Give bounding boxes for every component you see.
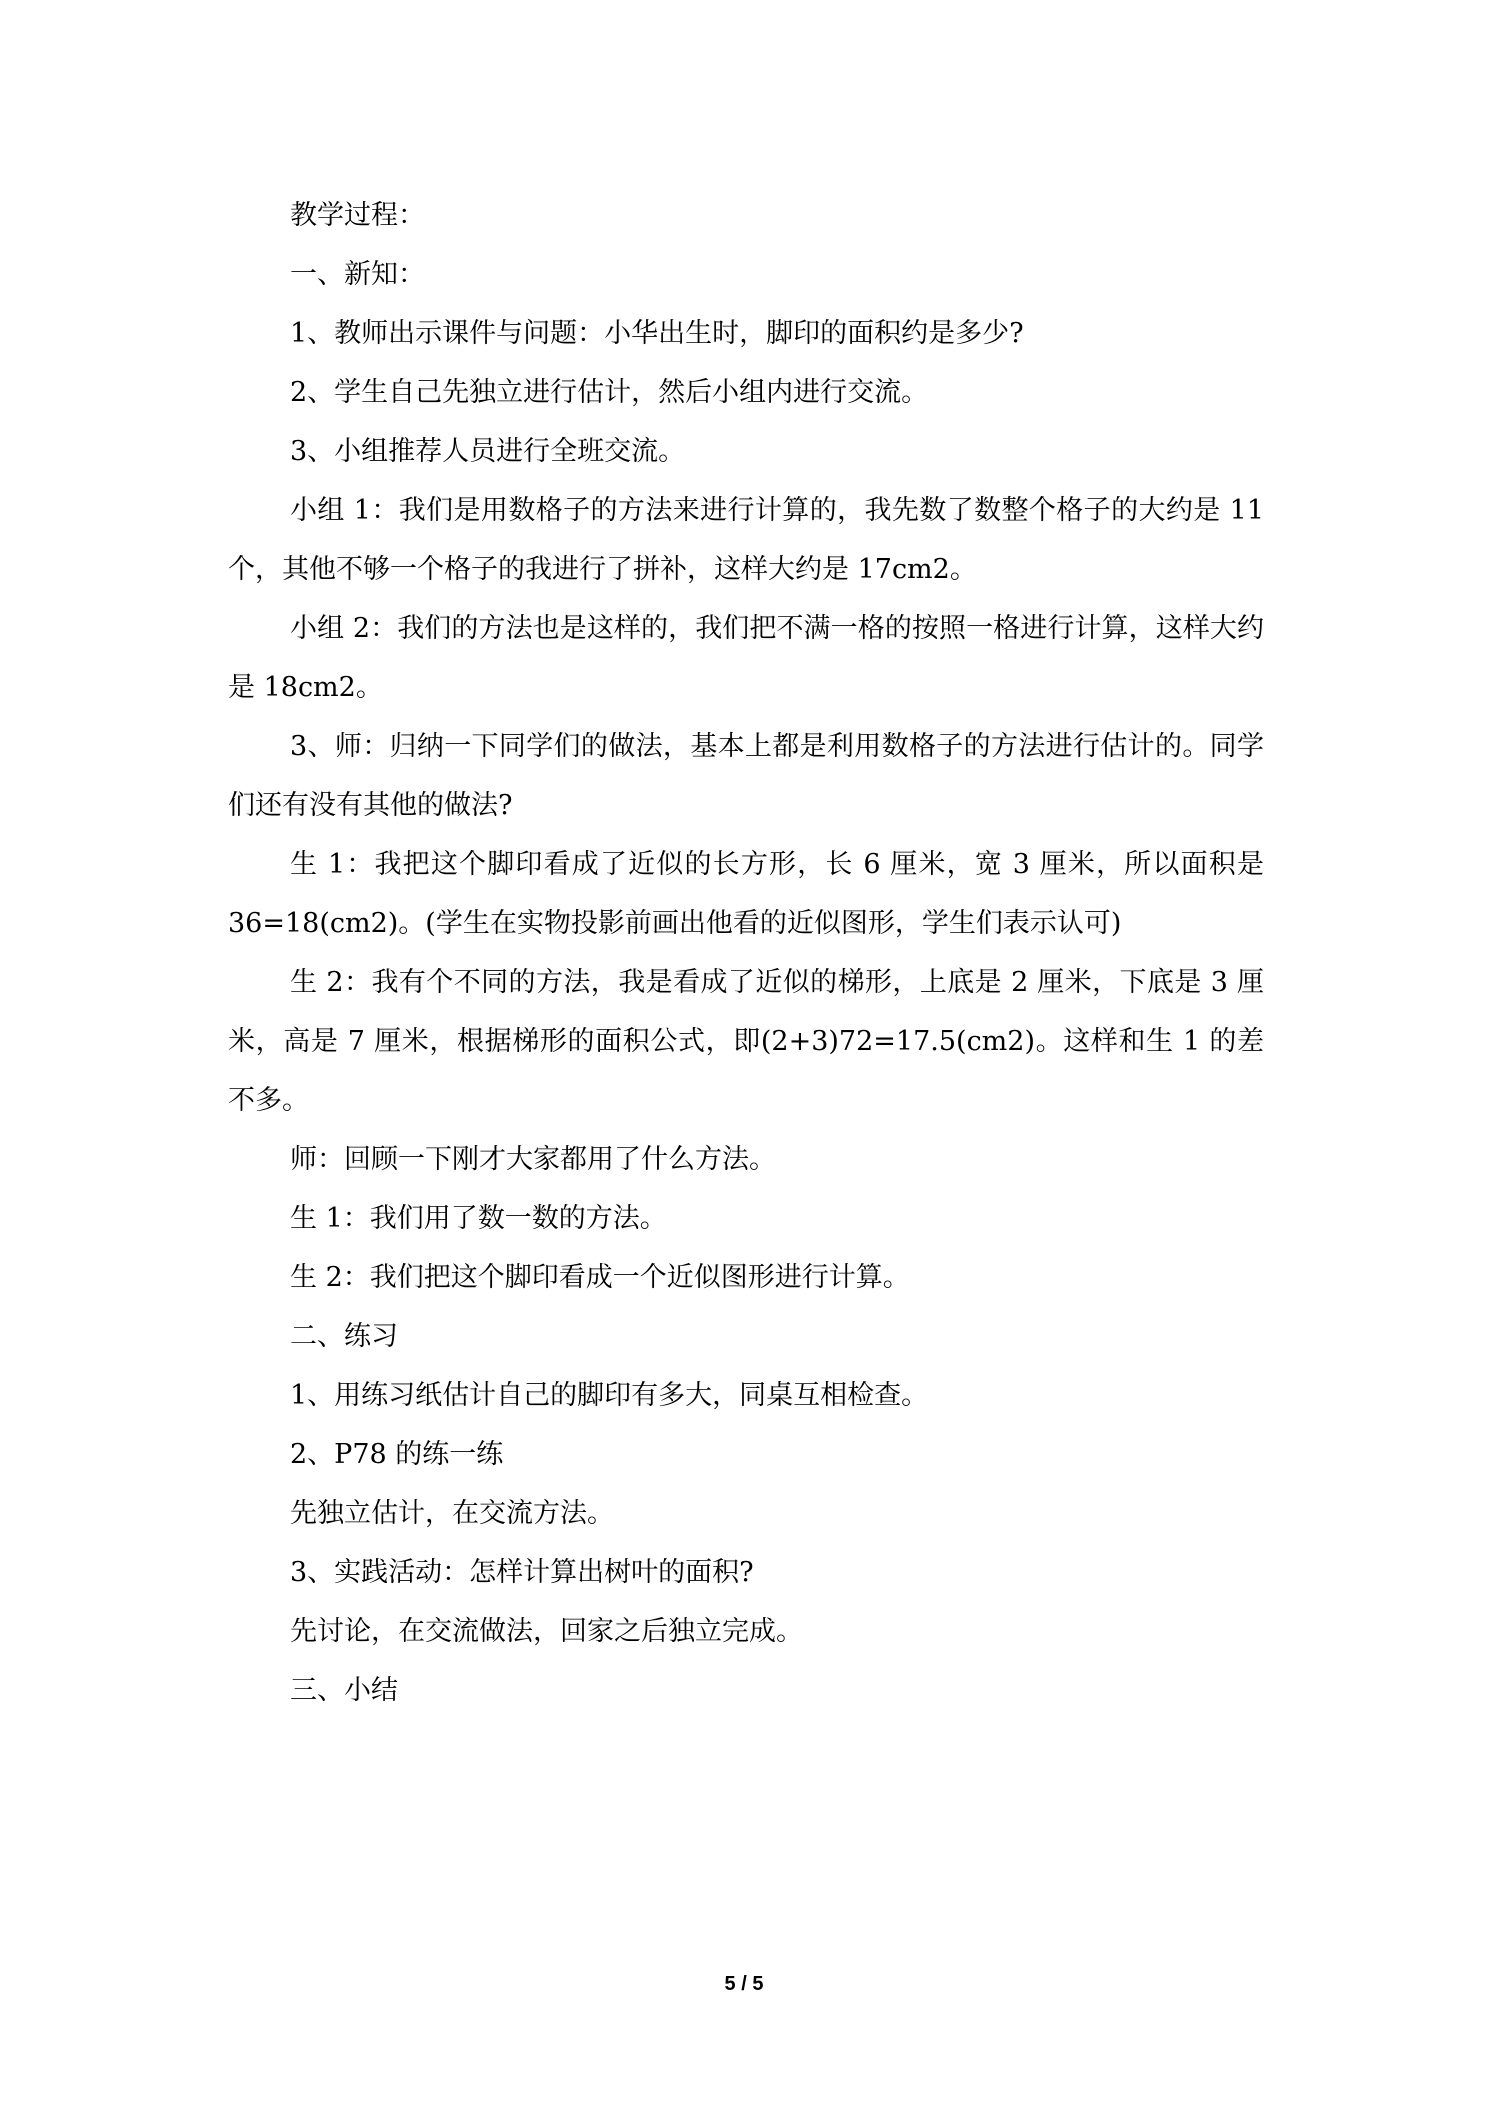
paragraph: 1、教师出示课件与问题：小华出生时，脚印的面积约是多少?	[290, 318, 1024, 349]
section-heading-summary: 三、小结	[290, 1675, 398, 1706]
paragraph: 3、小组推荐人员进行全班交流。	[290, 436, 686, 467]
paragraph: 生 2：我们把这个脚印看成一个近似图形进行计算。	[290, 1262, 910, 1293]
heading-teaching-process: 教学过程：	[290, 200, 425, 231]
paragraph: 生 1：我把这个脚印看成了近似的长方形，长 6 厘米，宽 3 厘米，所以面积是 36=18(cm2)。(学生在实物投影前画出他看的近似图形，学生们表示认可)	[228, 849, 1264, 939]
page-number: 5 / 5	[724, 1973, 764, 1995]
paragraph: 3、师：归纳一下同学们的做法，基本上都是利用数格子的方法进行估计的。同学们还有没有其他的做法?	[228, 731, 1264, 821]
paragraph: 小组 1：我们是用数格子的方法来进行计算的，我先数了数整个格子的大约是 11 个，其他不够一个格子的我进行了拼补，这样大约是 17cm2。	[228, 495, 1264, 585]
paragraph: 先讨论，在交流做法，回家之后独立完成。	[290, 1616, 803, 1647]
paragraph: 师：回顾一下刚才大家都用了什么方法。	[290, 1144, 776, 1175]
paragraph: 2、学生自己先独立进行估计，然后小组内进行交流。	[290, 377, 929, 408]
section-heading-practice: 二、练习	[290, 1321, 398, 1352]
paragraph: 生 1：我们用了数一数的方法。	[290, 1203, 667, 1234]
paragraph: 3、实践活动：怎样计算出树叶的面积?	[290, 1557, 754, 1588]
paragraph: 先独立估计，在交流方法。	[290, 1498, 614, 1529]
document-body	[228, 186, 1264, 1720]
paragraph: 1、用练习纸估计自己的脚印有多大，同桌互相检查。	[290, 1380, 929, 1411]
paragraph: 生 2：我有个不同的方法，我是看成了近似的梯形，上底是 2 厘米，下底是 3 厘米，高是 7 厘米，根据梯形的面积公式，即(2+3)72=17.5(cm2)。这样和生 1 的差不多。	[228, 967, 1264, 1116]
paragraph: 2、P78 的练一练	[290, 1439, 504, 1470]
section-heading-new-knowledge: 一、新知：	[290, 259, 425, 290]
paragraph: 小组 2：我们的方法也是这样的，我们把不满一格的按照一格进行计算，这样大约是 18cm2。	[228, 613, 1264, 703]
